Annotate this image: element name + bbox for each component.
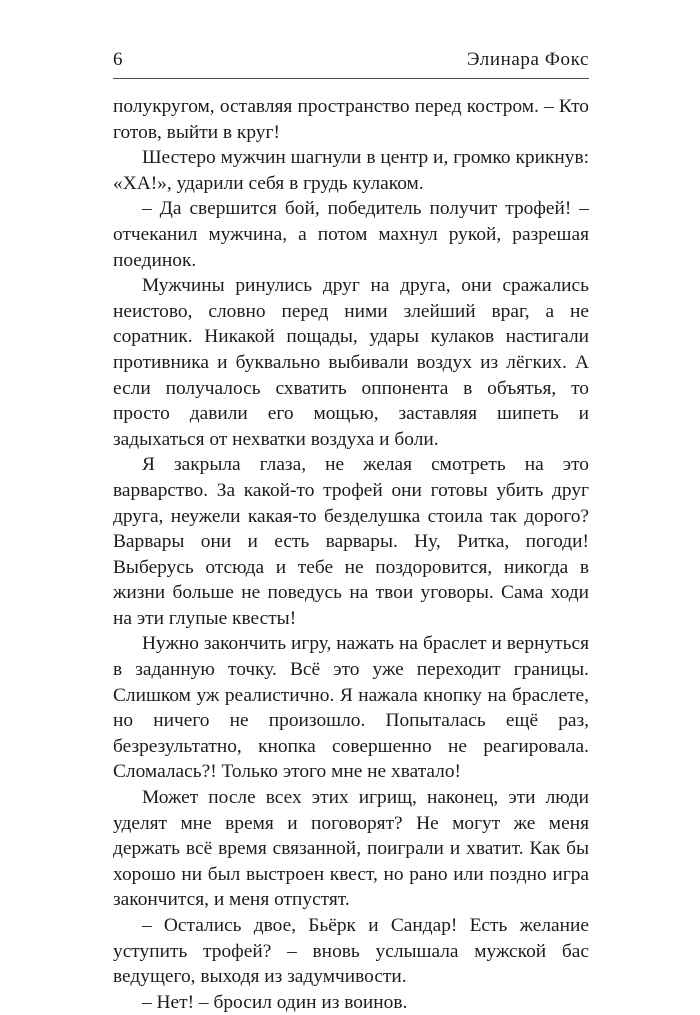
paragraph: – Остались двое, Бьёрк и Сандар! Есть желание уступить трофей? – вновь услышала мужской бас ведущего, выходя из задумчивости. bbox=[113, 915, 589, 988]
author-name: Элинара Фокс bbox=[466, 49, 589, 70]
paragraph: Мужчины ринулись друг на друга, они сражались неистово, словно перед ними злейший враг, а не соратник. Никакой пощады, удары кулаков настигали противника и буквально выбивали воздух из лёгких. А если получалось схватить оппонента в объятья, то просто давили его мощью, заставляя шипеть и задыхаться от нехватки воздуха и боли. bbox=[113, 275, 589, 450]
paragraph: Нужно закончить игру, нажать на браслет и вернуться в заданную точку. Всё это уже переходит границы. Слишком уж реалистично. Я нажала кнопку на браслете, но ничего не произошло. Попыталась ещё раз, безрезультатно, кнопка совершенно не реагировала. Сломалась?! Только этого мне не хватало! bbox=[113, 633, 589, 783]
paragraph: полукругом, оставляя пространство перед костром. – Кто готов, выйти в круг! bbox=[113, 96, 589, 143]
page-number: 6 bbox=[113, 49, 123, 70]
paragraph: – Нет! – бросил один из воинов. bbox=[142, 991, 408, 1013]
header-rule bbox=[113, 78, 589, 79]
running-head bbox=[113, 48, 589, 72]
paragraph: Я закрыла глаза, не желая смотреть на это варварство. За какой-то трофей они готовы убить друг друга, неужели какая-то безделушка стоила так дорого? Варвары они и есть варвары. Ну, Ритка, погоди! Выберусь отсюда и тебе не поздоровится, никогда в жизни больше не поведусь на твои уговоры. Сама ходи на эти глупые квесты! bbox=[113, 454, 589, 629]
body-text bbox=[113, 94, 589, 1015]
paragraph: Шестеро мужчин шагнули в центр и, громко крикнув: «ХА!», ударили себя в грудь кулаком. bbox=[113, 147, 589, 194]
paragraph: Может после всех этих игрищ, наконец, эти люди уделят мне время и поговорят? Не могут же меня держать всё время связанной, поиграли и хватит. Как бы хорошо ни был выстроен квест, но рано или поздно игра закончится, и меня отпустят. bbox=[113, 787, 589, 911]
paragraph: – Да свершится бой, победитель получит трофей! – отчеканил мужчина, а потом махнул рукой, разрешая поединок. bbox=[113, 198, 589, 271]
